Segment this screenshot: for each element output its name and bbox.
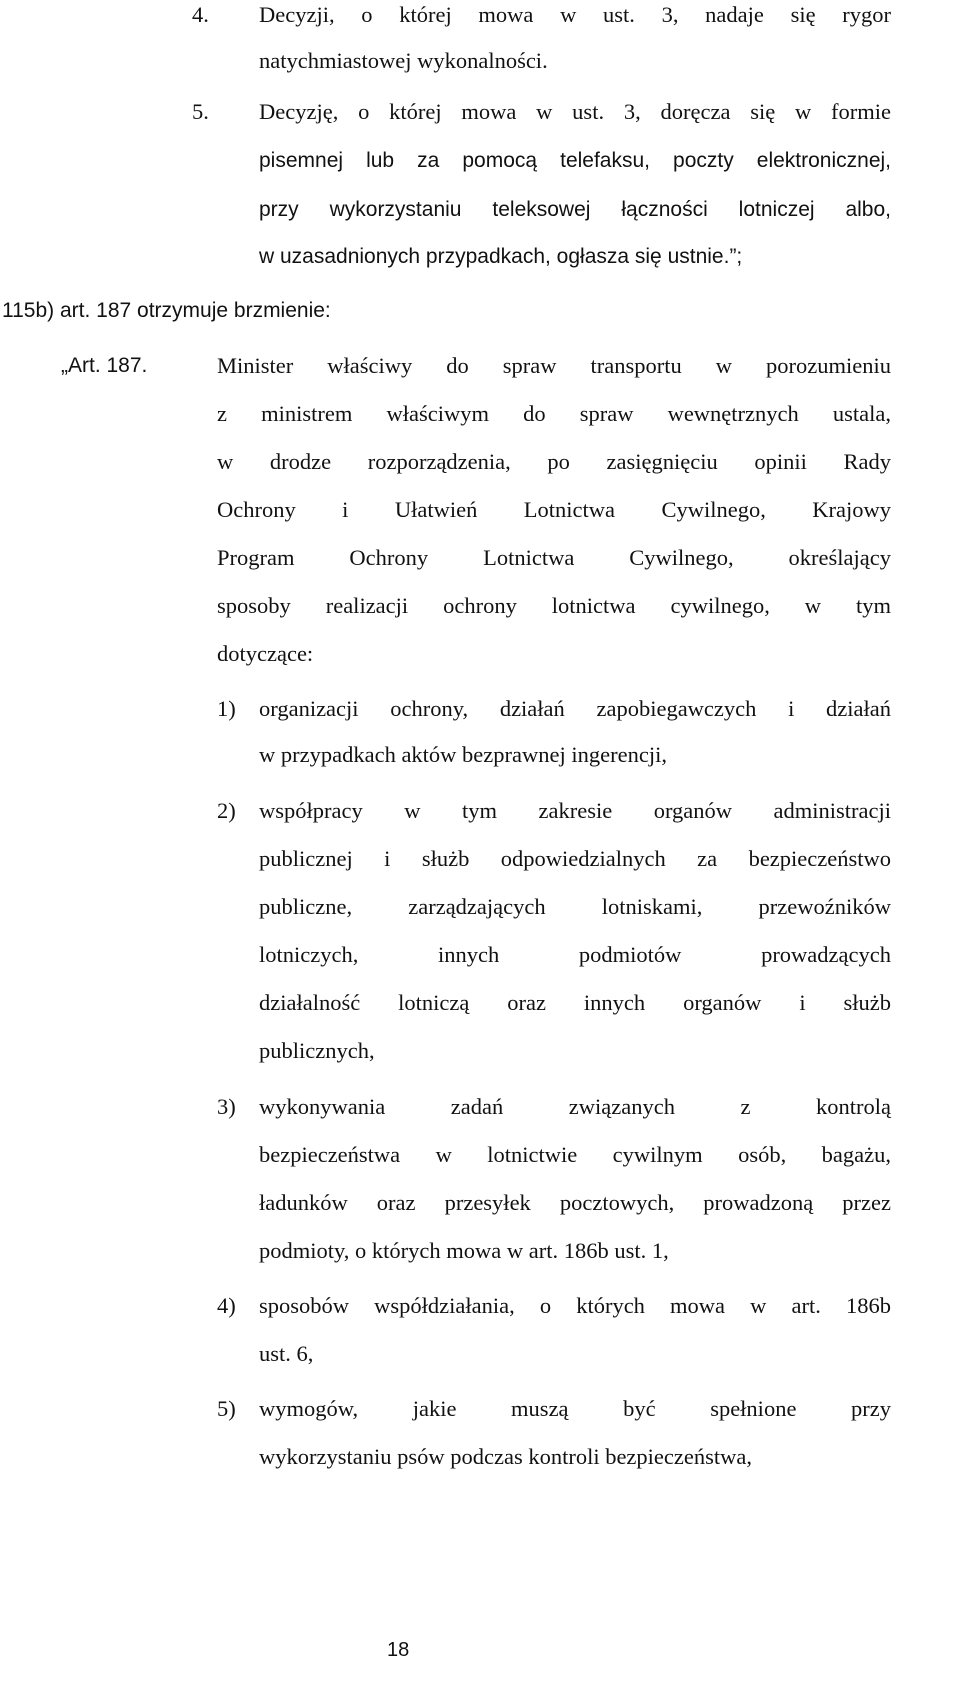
point-3-line-3: ładunków oraz przesyłek pocztowych, prowadzoną przez xyxy=(259,1190,891,1215)
page-number: 18 xyxy=(387,1639,410,1661)
point-2-line-6: publicznych, xyxy=(259,1038,375,1063)
point-4-line-1: sposobów współdziałania, o których mowa w art. 186b xyxy=(259,1293,891,1318)
article-intro-line-6: sposoby realizacji ochrony lotnictwa cywilnego, w tym xyxy=(217,593,891,618)
point-2-line-5: działalność lotniczą oraz innych organów i służb xyxy=(259,990,891,1015)
item-5-line-3: przy wykorzystaniu teleksowej łączności lotniczej albo, xyxy=(259,198,891,221)
item-5-number: 5. xyxy=(192,99,209,124)
point-5-number: 5) xyxy=(217,1396,236,1421)
point-3-line-4: podmioty, o których mowa w art. 186b ust. 1, xyxy=(259,1238,669,1263)
item-4-line-2: natychmiastowej wykonalności. xyxy=(259,48,548,73)
article-intro-line-5: Program Ochrony Lotnictwa Cywilnego, określający xyxy=(217,545,891,570)
point-2-line-1: współpracy w tym zakresie organów administracji xyxy=(259,798,891,823)
item-4-line-1: Decyzji, o której mowa w ust. 3, nadaje się rygor xyxy=(259,2,891,27)
article-intro-line-1: Minister właściwy do spraw transportu w porozumieniu xyxy=(217,353,891,378)
point-3-line-1: wykonywania zadań związanych z kontrolą xyxy=(259,1094,891,1119)
point-4-line-2: ust. 6, xyxy=(259,1341,314,1366)
item-4-number: 4. xyxy=(192,2,209,27)
amendment-heading: 115b) art. 187 otrzymuje brzmienie: xyxy=(2,299,331,322)
item-5-line-4: w uzasadnionych przypadkach, ogłasza się ustnie.”; xyxy=(259,245,743,268)
article-intro-line-4: Ochrony i Ułatwień Lotnictwa Cywilnego, Krajowy xyxy=(217,497,891,522)
item-5-line-1: Decyzję, o której mowa w ust. 3, doręcza się w formie xyxy=(259,99,891,124)
item-5-line-2: pisemnej lub za pomocą telefaksu, poczty elektronicznej, xyxy=(259,149,891,172)
article-intro-line-7: dotyczące: xyxy=(217,641,314,666)
article-intro-line-2: z ministrem właściwym do spraw wewnętrznych ustala, xyxy=(217,401,891,426)
point-2-number: 2) xyxy=(217,798,236,823)
point-2-line-4: lotniczych, innych podmiotów prowadzących xyxy=(259,942,891,967)
point-5-line-2: wykorzystaniu psów podczas kontroli bezpieczeństwa, xyxy=(259,1444,752,1469)
point-2-line-3: publiczne, zarządzających lotniskami, przewoźników xyxy=(259,894,891,919)
point-1-line-1: organizacji ochrony, działań zapobiegawczych i działań xyxy=(259,696,891,721)
point-1-line-2: w przypadkach aktów bezprawnej ingerencji, xyxy=(259,742,667,767)
point-1-number: 1) xyxy=(217,696,236,721)
point-4-number: 4) xyxy=(217,1293,236,1318)
point-2-line-2: publicznej i służb odpowiedzialnych za bezpieczeństwo xyxy=(259,846,891,871)
point-3-number: 3) xyxy=(217,1094,236,1119)
point-5-line-1: wymogów, jakie muszą być spełnione przy xyxy=(259,1396,891,1421)
article-intro-line-3: w drodze rozporządzenia, po zasięgnięciu opinii Rady xyxy=(217,449,891,474)
point-3-line-2: bezpieczeństwa w lotnictwie cywilnym osób, bagażu, xyxy=(259,1142,891,1167)
article-label: „Art. 187. xyxy=(61,354,148,377)
